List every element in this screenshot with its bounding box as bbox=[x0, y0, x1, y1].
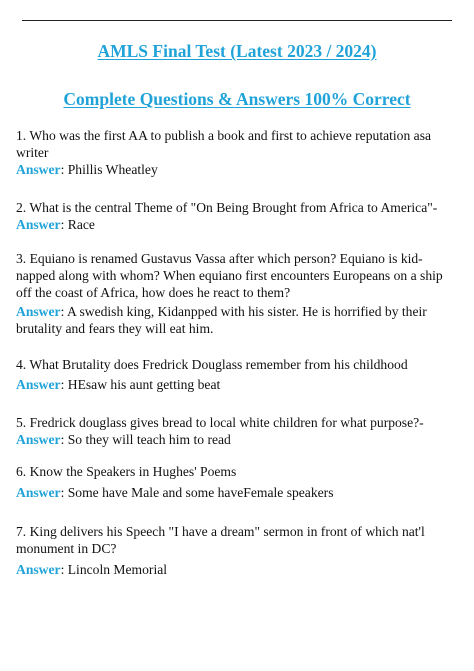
answer: Answer: HEsaw his aunt getting beat bbox=[16, 377, 221, 392]
answer-label: Answer bbox=[16, 162, 61, 177]
answer-text: So they will teach him to read bbox=[67, 432, 231, 447]
qa-item-5 bbox=[16, 414, 458, 448]
qa-item-3 bbox=[16, 250, 458, 337]
qa-item-7 bbox=[16, 523, 458, 578]
answer-label: Answer bbox=[16, 304, 61, 319]
answer-text: Lincoln Memorial bbox=[67, 562, 168, 577]
answer-text: HEsaw his aunt getting beat bbox=[67, 377, 221, 392]
document-subtitle: Complete Questions & Answers 100% Correct bbox=[63, 89, 411, 109]
answer-text: Race bbox=[67, 217, 95, 232]
answer-label: Answer bbox=[16, 377, 61, 392]
qa-item-6 bbox=[16, 463, 458, 501]
question-line: monument in DC? bbox=[16, 541, 117, 556]
question-line: 7. King delivers his Speech "I have a dream" sermon in front of which nat'l bbox=[16, 524, 425, 539]
qa-item-2 bbox=[16, 199, 458, 233]
answer: Answer: Lincoln Memorial bbox=[16, 562, 168, 577]
question-line: 1. Who was the first AA to publish a book and first to achieve reputation asa bbox=[16, 128, 432, 143]
document-title: AMLS Final Test (Latest 2023 / 2024) bbox=[97, 41, 377, 61]
answer-text: A swedish king, Kidanpped with his sister. He is horrified by their bbox=[67, 304, 427, 319]
answer: Answer: So they will teach him to read bbox=[16, 432, 231, 447]
answer: Answer: Race bbox=[16, 217, 95, 232]
answer: Answer: Phillis Wheatley bbox=[16, 162, 158, 177]
answer-label: Answer bbox=[16, 485, 61, 500]
question-line: writer bbox=[16, 145, 49, 160]
answer-text: Some have Male and some haveFemale speakers bbox=[67, 485, 334, 500]
question-line: 6. Know the Speakers in Hughes' Poems bbox=[16, 464, 237, 479]
answer-text: Phillis Wheatley bbox=[67, 162, 158, 177]
question-line: 2. What is the central Theme of "On Being Brought from Africa to America"- bbox=[16, 200, 438, 215]
answer-label: Answer bbox=[16, 432, 61, 447]
question-line: 4. What Brutality does Fredrick Douglass remember from his childhood bbox=[16, 357, 408, 372]
question-line: 3. Equiano is renamed Gustavus Vassa after which person? Equiano is kid- bbox=[16, 251, 423, 266]
top-rule bbox=[22, 20, 452, 21]
question-line: napped along with whom? When equiano first encounters Europeans on a ship bbox=[16, 268, 443, 283]
answer: Answer: A swedish king, Kidanpped with his sister. He is horrified by their bbox=[16, 304, 427, 319]
answer: Answer: Some have Male and some haveFemale speakers bbox=[16, 485, 334, 500]
qa-item-1 bbox=[16, 127, 458, 178]
question-line: 5. Fredrick douglass gives bread to local white children for what purpose?- bbox=[16, 415, 424, 430]
answer-label: Answer bbox=[16, 217, 61, 232]
qa-item-4 bbox=[16, 356, 458, 393]
answer-label: Answer bbox=[16, 562, 61, 577]
question-line: off the coast of Africa, how does he react to them? bbox=[16, 285, 291, 300]
answer-continuation: brutality and fears they will eat him. bbox=[16, 321, 214, 336]
